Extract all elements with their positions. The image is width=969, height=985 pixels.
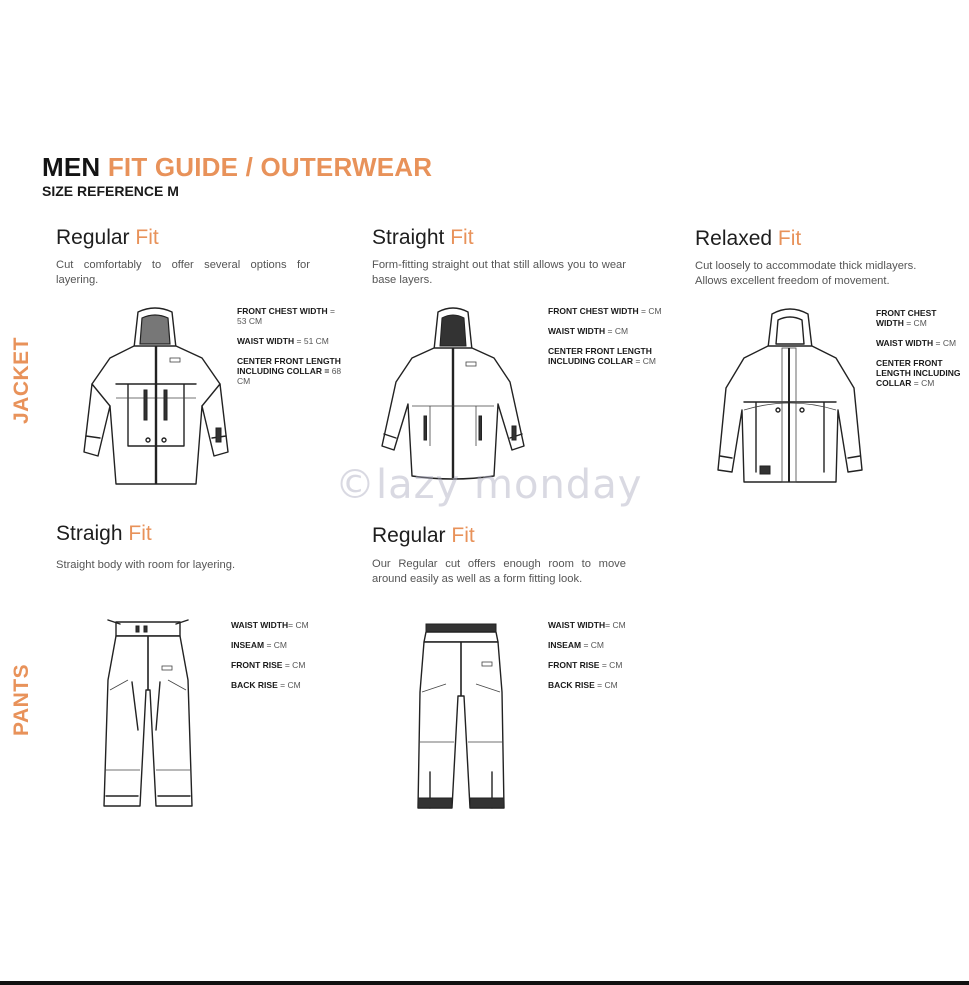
fit-word: Fit	[135, 226, 159, 249]
measurement: FRONT RISE = CM	[231, 660, 306, 670]
pants-section-label: PANTS	[10, 663, 33, 736]
pants-straight-description: Straight body with room for layering.	[56, 559, 236, 571]
pants-regular-description: Our Regular cut offers enough room to move around easily as well as a form fitting look.	[372, 558, 626, 585]
measurement: WAIST WIDTH = 51 CM	[237, 336, 329, 346]
hooded-jacket-icon	[80, 306, 235, 488]
ski-pants-regular-icon	[416, 622, 506, 810]
measurement: CENTER FRONT LENGTH INCLUDING COLLAR = CM	[548, 346, 656, 366]
pants-straight-title	[56, 522, 152, 546]
measurement: CENTER FRONT LENGTH INCLUDING COLLAR = CM	[876, 358, 961, 388]
measurement: FRONT CHEST WIDTH = 53 CM	[237, 306, 336, 326]
loose-jacket-icon	[716, 306, 864, 488]
measurement: FRONT CHEST WIDTH = CM	[876, 308, 937, 328]
measurement: FRONT RISE = CM	[548, 660, 623, 670]
jacket-relaxed-title	[695, 227, 801, 251]
measurement: WAIST WIDTH= CM	[548, 620, 626, 630]
jacket-regular-measurements	[237, 306, 345, 396]
fit-word: Fit	[128, 522, 152, 545]
watermark-text: ©lazy monday	[335, 462, 643, 508]
title-fit-guide: FIT GUIDE / OUTERWEAR	[107, 152, 433, 182]
jacket-regular-description: Cut comfortably to offer several options for layering.	[56, 259, 310, 286]
measurement: BACK RISE = CM	[548, 680, 618, 690]
fit-name: Straigh	[56, 522, 123, 545]
jacket-relaxed-measurements	[876, 308, 964, 398]
fit-name: Regular	[372, 524, 446, 547]
measurement: WAIST WIDTH= CM	[231, 620, 309, 630]
measurement: WAIST WIDTH = CM	[876, 338, 957, 348]
measurement: INSEAM = CM	[548, 640, 604, 650]
title-men: MEN	[42, 152, 101, 182]
fit-word: Fit	[777, 227, 802, 250]
jacket-relaxed-description: Cut loosely to accommodate thick midlayers. Allows excellent freedom of movement.	[695, 260, 917, 287]
pants-regular-title	[372, 524, 475, 548]
ski-pants-straight-icon	[98, 620, 198, 810]
measurement: BACK RISE = CM	[231, 680, 301, 690]
measurement: INSEAM = CM	[231, 640, 287, 650]
jacket-straight-description: Form-fitting straight out that still allows you to wear base layers.	[372, 259, 626, 286]
measurement: WAIST WIDTH = CM	[548, 326, 629, 336]
fit-name: Relaxed	[695, 227, 773, 250]
fit-word: Fit	[451, 524, 475, 547]
measurement: FRONT CHEST WIDTH = CM	[548, 306, 662, 316]
size-reference: SIZE REFERENCE M	[42, 183, 179, 199]
slim-jacket-icon	[378, 306, 528, 488]
fit-word: Fit	[450, 226, 474, 249]
measurement: CENTER FRONT LENGTH INCLUDING COLLAR = 68 CM	[237, 356, 342, 386]
fit-name: Regular	[56, 226, 130, 249]
bottom-divider	[0, 981, 969, 985]
jacket-straight-title	[372, 226, 474, 250]
page-title	[42, 152, 432, 183]
jacket-regular-title	[56, 226, 159, 250]
fit-name: Straight	[372, 226, 445, 249]
pants-regular-measurements	[548, 620, 658, 700]
jacket-section-label: JACKET	[10, 336, 33, 424]
jacket-straight-measurements	[548, 306, 673, 376]
pants-straight-measurements	[231, 620, 341, 700]
